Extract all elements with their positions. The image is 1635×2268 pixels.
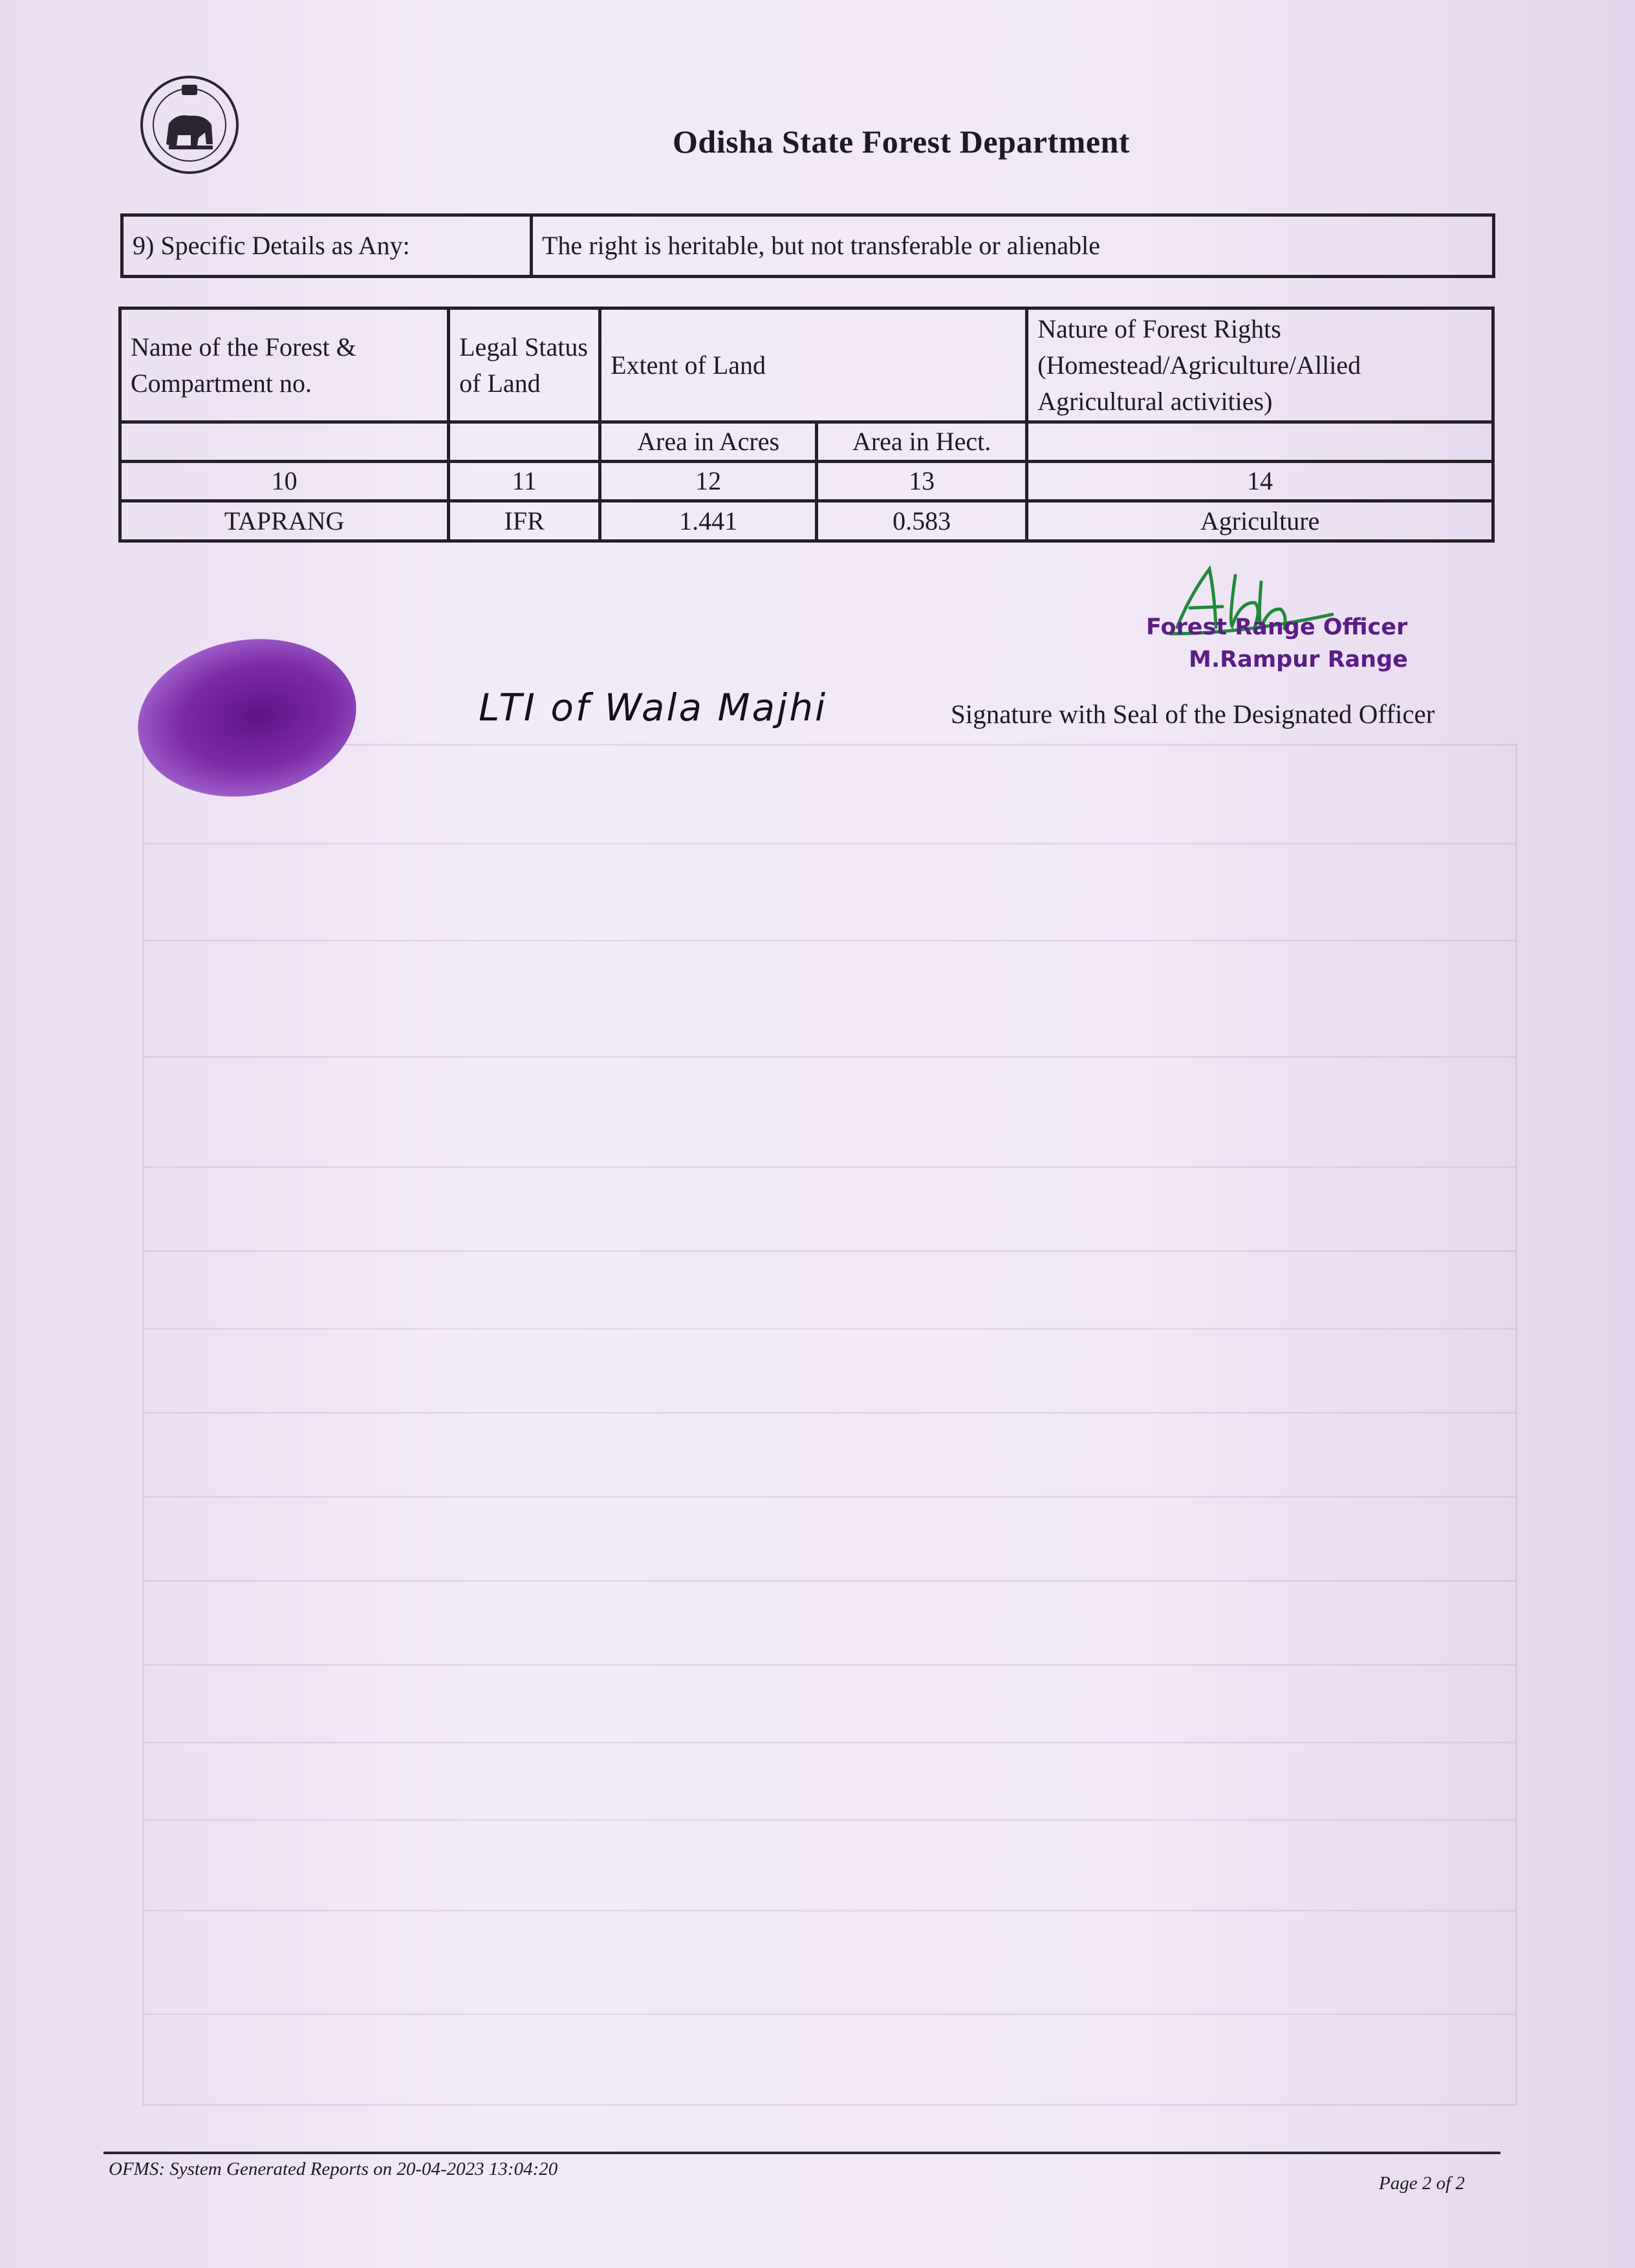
header-legal-status-sub [449, 422, 600, 462]
footer-divider [103, 2152, 1500, 2154]
stamp-officer-title: Forest Range Officer [1146, 614, 1408, 640]
handwritten-lti-note: LTI of Wala Majhi [479, 686, 828, 729]
cell-area-hect: 0.583 [817, 501, 1027, 541]
header-forest-name: Name of the Forest & Compartment no. [120, 308, 449, 422]
specific-details-label: 9) Specific Details as Any: [122, 215, 532, 277]
header-nature: Nature of Forest Rights (Homestead/Agriculture/Allied Agricultural activities) [1027, 308, 1493, 422]
forest-rights-table [118, 307, 1495, 543]
cell-forest-name: TAPRANG [120, 501, 449, 541]
column-number: 12 [600, 462, 817, 501]
column-number: 14 [1027, 462, 1493, 501]
footer-page-number: Page 2 of 2 [1379, 2173, 1465, 2194]
column-number: 11 [449, 462, 600, 501]
page-title: Odisha State Forest Department [673, 124, 1131, 160]
column-number: 13 [817, 462, 1027, 501]
signature-label: Signature with Seal of the Designated Officer [951, 699, 1435, 729]
specific-details-value: The right is heritable, but not transferable or alienable [532, 215, 1494, 277]
odisha-state-emblem-icon [138, 73, 241, 177]
header-legal-status: Legal Status of Land [449, 308, 600, 422]
cell-legal-status: IFR [449, 501, 600, 541]
column-number: 10 [120, 462, 449, 501]
header-area-acres: Area in Acres [600, 422, 817, 462]
header-extent: Extent of Land [600, 308, 1027, 422]
footer-generated-info: OFMS: System Generated Reports on 20-04-2023 13:04:20 [109, 2159, 558, 2179]
header-area-hect: Area in Hect. [817, 422, 1027, 462]
header-nature-sub [1027, 422, 1493, 462]
specific-details-table [120, 213, 1495, 278]
cell-nature: Agriculture [1027, 501, 1493, 541]
stamp-range-name: M.Rampur Range [1189, 647, 1408, 673]
cell-area-acres: 1.441 [600, 501, 817, 541]
header-forest-name-sub [120, 422, 449, 462]
